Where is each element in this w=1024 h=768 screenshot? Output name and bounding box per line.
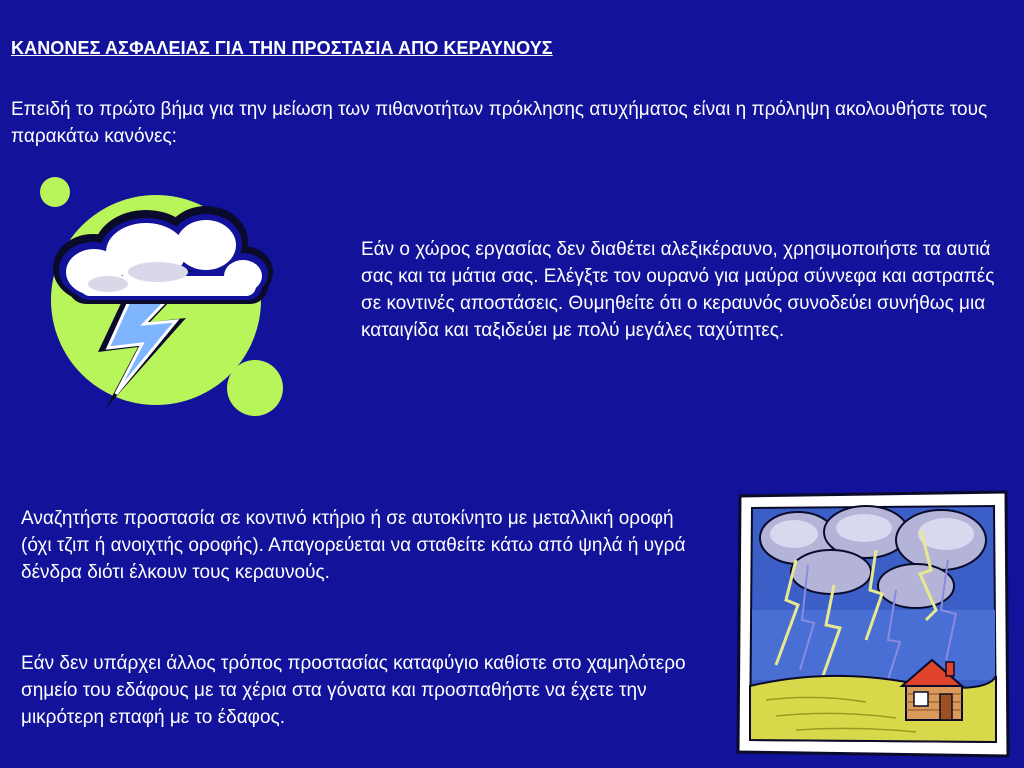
rule-2-text: Αναζητήστε προστασία σε κοντινό κτήριο ή σε αυτοκίνητο με μεταλλική οροφή (όχι τζιπ ή ανοιχτής οροφής). Απαγορεύεται να σταθείτε κάτω από ψηλά ή υγρά δένδρα διότι έλκουν τους κεραυνούς. [21,508,686,583]
slide-title: ΚΑΝΟΝΕΣ ΑΣΦΑΛΕΙΑΣ ΓΙΑ ΤΗΝ ΠΡΟΣΤΑΣΙΑ ΑΠΟ ΚΕΡΑΥΝΟΥΣ [11,38,553,58]
intro-text: Επειδή το πρώτο βήμα για την μείωση των πιθανοτήτων πρόκλησης ατυχήματος είναι η πρόληψη ακολουθήστε τους παρακάτω κανόνες: [11,99,988,147]
storm-house-illustration [736,490,1012,760]
rule-1-text: Εάν ο χώρος εργασίας δεν διαθέτει αλεξικέραυνο, χρησιμοποιήστε τα αυτιά σας και τα μάτια σας. Ελέγξτε τον ουρανό για μαύρα σύννεφα και αστραπές σε κοντινές αποστάσεις. Θυμηθείτε ότι ο κεραυνός συνοδεύει συνήθως μια καταιγίδα και ταξιδεύει με πολύ μεγάλες ταχύτητες. [361,239,995,341]
storm-cloud-lightning-icon [28,172,290,424]
rule-3-text: Εάν δεν υπάρχει άλλος τρόπος προστασίας καταφύγιο καθίστε στο χαμηλότερο σημείο του εδάφους με τα χέρια στα γόνατα και προσπαθήστε να έχετε την μικρότερη επαφή με το έδαφος. [21,653,686,728]
